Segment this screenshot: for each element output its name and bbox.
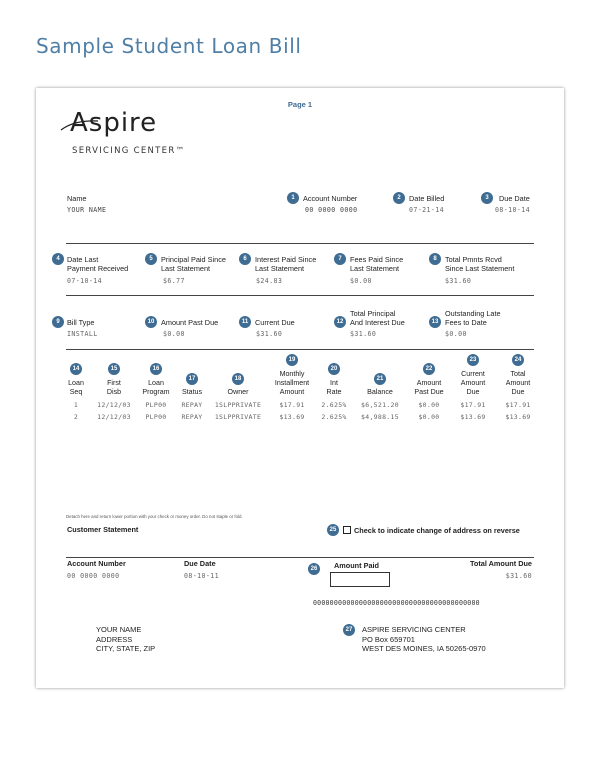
table-cell: $6,521.20	[361, 401, 399, 409]
column-header: Status	[181, 388, 203, 396]
field-label: Current Due	[255, 318, 295, 327]
column-header: Monthly Installment Amount	[274, 370, 310, 396]
field-label: Bill Type	[67, 318, 95, 327]
table-cell: $17.91	[460, 401, 486, 409]
field-value: $0.00	[350, 277, 372, 285]
table-cell: 2.625%	[321, 413, 347, 421]
badge-1: 1	[287, 192, 299, 204]
divider	[66, 243, 534, 244]
badge-5: 5	[145, 253, 157, 265]
badge-21: 21	[374, 373, 386, 385]
date-billed-label: Date Billed	[409, 194, 445, 203]
table-cell: $17.91	[279, 401, 305, 409]
due-date-label: Due Date	[499, 194, 530, 203]
badge-9: 9	[52, 316, 64, 328]
field-value: INSTALL	[67, 330, 98, 338]
date-billed-value: 07-21-14	[409, 206, 444, 214]
stub-due-date-value: 08-10-11	[184, 572, 219, 580]
badge-8: 8	[429, 253, 441, 265]
badge-4: 4	[52, 253, 64, 265]
detach-note: Detach here and return lower portion with your check or money order. Do not staple or fold.	[66, 514, 243, 519]
badge-3: 3	[481, 192, 493, 204]
badge-22: 22	[423, 363, 435, 375]
divider	[66, 295, 534, 296]
field-label: Amount Past Due	[161, 318, 219, 327]
field-label: Total Principal And Interest Due	[350, 309, 405, 327]
field-value: $31.60	[445, 277, 472, 285]
table-cell: $13.69	[460, 413, 486, 421]
table-cell: 12/12/03	[97, 413, 131, 421]
account-number-value: 00 0000 0000	[305, 206, 358, 214]
table-cell: 1SLPPRIVATE	[214, 401, 262, 409]
field-label: Fees Paid Since Last Statement	[350, 255, 404, 273]
amount-paid-label: Amount Paid	[334, 561, 379, 570]
amount-paid-field[interactable]	[330, 572, 390, 587]
table-cell: REPAY	[181, 413, 203, 421]
table-cell: $0.00	[418, 401, 440, 409]
badge-17: 17	[186, 373, 198, 385]
total-amount-due-value: $31.60	[505, 572, 532, 580]
field-value: $6.77	[163, 277, 185, 285]
badge-16: 16	[150, 363, 162, 375]
column-header: Loan Program	[142, 379, 170, 396]
field-label: Total Pmnts Rcvd Since Last Statement	[445, 255, 515, 273]
bill-document	[36, 88, 564, 688]
page-title: Sample Student Loan Bill	[36, 34, 302, 58]
field-label: Interest Paid Since Last Statement	[255, 255, 317, 273]
customer-address: YOUR NAME ADDRESS CITY, STATE, ZIP	[96, 625, 156, 653]
badge-18: 18	[232, 373, 244, 385]
field-label: Outstanding Late Fees to Date	[445, 309, 501, 327]
table-cell: $0.00	[418, 413, 440, 421]
column-header: Owner	[227, 388, 249, 396]
badge-20: 20	[328, 363, 340, 375]
table-cell: $13.69	[279, 413, 305, 421]
divider	[66, 349, 534, 350]
logo-name: Aspire	[70, 108, 158, 138]
badge-2: 2	[393, 192, 405, 204]
micr-line: 0000000000000000000000000000000000000000	[313, 599, 480, 607]
table-cell: $13.69	[505, 413, 531, 421]
table-cell: 1SLPPRIVATE	[214, 413, 262, 421]
badge-7: 7	[334, 253, 346, 265]
stub-account-number-label: Account Number	[67, 559, 126, 568]
table-cell: PLP00	[145, 413, 167, 421]
table-cell: 1	[73, 401, 79, 409]
badge-10: 10	[145, 316, 157, 328]
field-label: Date Last Payment Received	[67, 255, 129, 273]
badge-12: 12	[334, 316, 346, 328]
page-number: Page 1	[287, 100, 313, 109]
badge-26: 26	[308, 563, 320, 575]
badge-14: 14	[70, 363, 82, 375]
badge-19: 19	[286, 354, 298, 366]
table-cell: $4,988.15	[361, 413, 399, 421]
column-header: Int Rate	[326, 379, 342, 396]
remit-address: ASPIRE SERVICING CENTER PO Box 659701 WEST DES MOINES, IA 50265-0970	[362, 625, 486, 653]
field-value: $31.60	[350, 330, 377, 338]
badge-13: 13	[429, 316, 441, 328]
field-value: $24.83	[256, 277, 283, 285]
table-cell: 12/12/03	[97, 401, 131, 409]
badge-23: 23	[467, 354, 479, 366]
badge-6: 6	[239, 253, 251, 265]
table-cell: REPAY	[181, 401, 203, 409]
table-cell: PLP00	[145, 401, 167, 409]
field-value: $0.00	[163, 330, 185, 338]
field-label: Principal Paid Since Last Statement	[161, 255, 226, 273]
column-header: Balance	[367, 388, 393, 396]
checkbox-icon[interactable]	[343, 526, 351, 534]
address-change-checkbox[interactable]: Check to indicate change of address on reverse	[343, 526, 520, 535]
column-header: Current Amount Due	[460, 370, 486, 396]
badge-27: 27	[343, 624, 355, 636]
field-value: $31.60	[256, 330, 283, 338]
total-amount-due-label: Total Amount Due	[469, 559, 532, 568]
badge-15: 15	[108, 363, 120, 375]
table-cell: 2	[73, 413, 79, 421]
column-header: Total Amount Due	[505, 370, 531, 396]
table-cell: $17.91	[505, 401, 531, 409]
divider	[66, 557, 534, 558]
field-value: $0.00	[445, 330, 467, 338]
name-value: YOUR NAME	[67, 206, 107, 214]
table-cell: 2.625%	[321, 401, 347, 409]
stub-due-date-label: Due Date	[184, 559, 216, 568]
due-date-value: 08-10-14	[495, 206, 530, 214]
column-header: Loan Seq	[68, 379, 84, 396]
column-header: Amount Past Due	[414, 379, 444, 396]
account-number-label: Account Number	[303, 194, 358, 203]
name-label: Name	[67, 194, 87, 203]
badge-25: 25	[327, 524, 339, 536]
customer-statement-label: Customer Statement	[67, 525, 139, 534]
field-value: 07-10-14	[67, 277, 102, 285]
stub-account-number-value: 00 0000 0000	[67, 572, 120, 580]
column-header: First Disb	[106, 379, 122, 396]
logo-subtitle: SERVICING CENTER™	[72, 146, 186, 156]
badge-24: 24	[512, 354, 524, 366]
badge-11: 11	[239, 316, 251, 328]
